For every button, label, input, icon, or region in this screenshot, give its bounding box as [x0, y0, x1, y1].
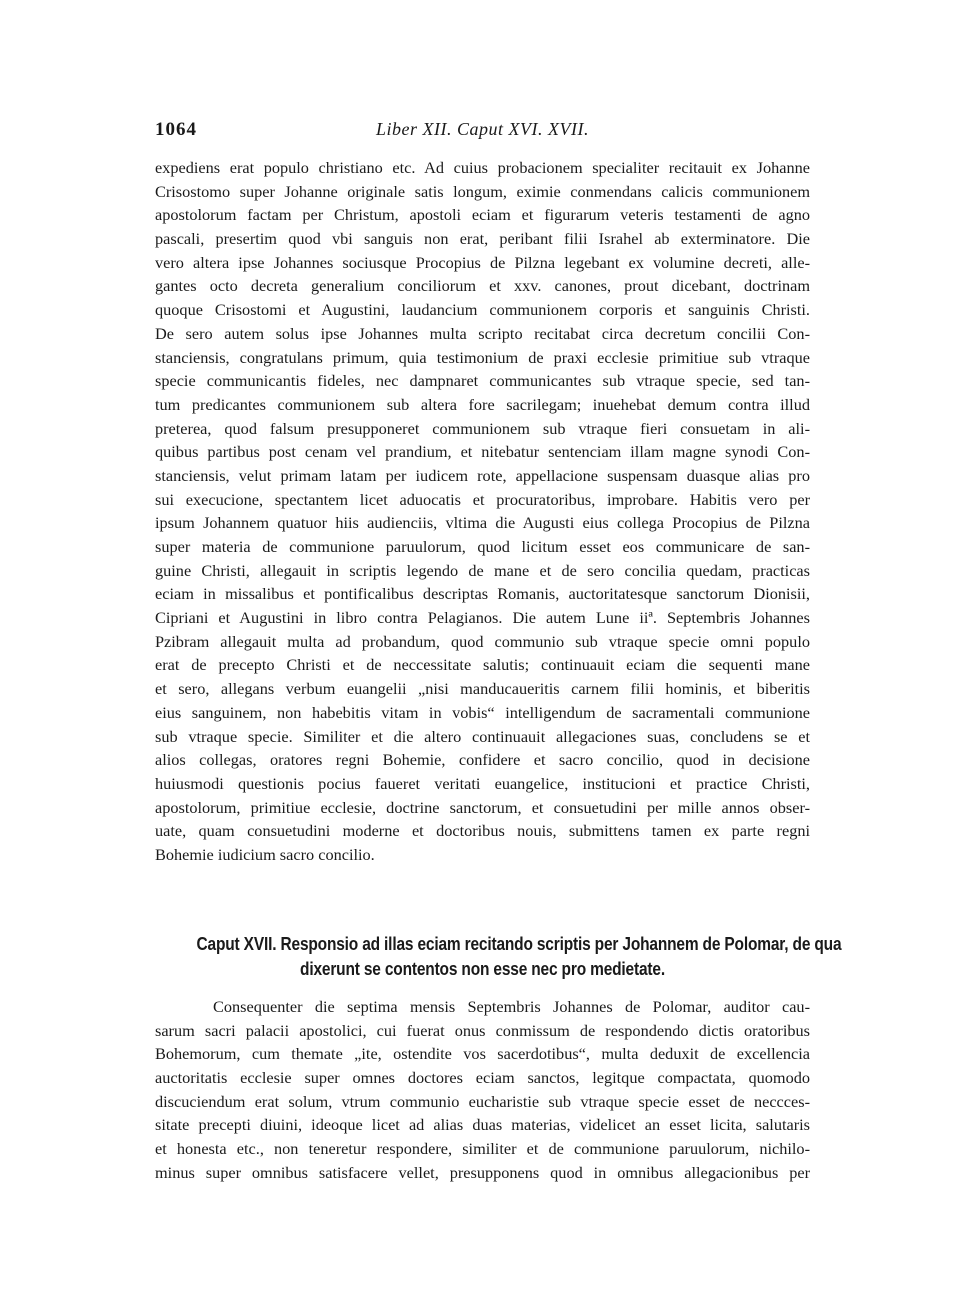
- text-line: auctoritatis ecclesie super omnes doctores eciam sanctos, legitque compactata, quomodo: [155, 1068, 810, 1088]
- text-line: stanciensis, velut primam latam per iudicem rote, appellacione suspensam duasque alias pro: [155, 465, 810, 485]
- text-line: quoque Crisostomi et Augustini, laudancium communionem corporis et sanguinis Christi.: [155, 300, 810, 320]
- text-line: sui execucione, spectantem licet aduocatis et procuratoribus, improbare. Habitis vero per: [155, 489, 810, 509]
- text-line: sarum sacri palacii apostolici, cui fuerat onus conmissum de respondendo dictis oratoribus: [155, 1020, 810, 1040]
- chapter-heading: [150, 932, 842, 982]
- text-line: gantes octo decreta generalium conciliorum et xxv. canones, prout dicebant, doctrinam: [155, 276, 810, 296]
- chapter-heading-line: Caput XVII. Responsio ad illas eciam recitando scriptis per Johannem de Polomar, de qua: [196, 934, 842, 954]
- text-line: super materia de communione paruulorum, quod licitum esset eos communicare de san-: [155, 537, 810, 556]
- chapter-text: [155, 995, 810, 1185]
- text-line: huiusmodi questionis pocius faueret veritati euangelice, institucioni et practice Christi,: [155, 773, 810, 793]
- text-line: expediens erat populo christiano etc. Ad cuius probacionem specialiter recitauit ex Johanne: [155, 158, 810, 177]
- text-line: et honesta etc., non teneretur respondere, similiter et de communione paruulorum, nichilo-: [155, 1139, 810, 1159]
- text-line: apostolorum, primitiue ecclesie, doctrine sanctorum, et consuetudini per mille annos obser-: [155, 797, 810, 817]
- page-header: [155, 119, 810, 143]
- text-line: erat de precepto Christi et de neccessitate salutis; continuauit eciam die sequenti mane: [155, 655, 810, 675]
- text-line: uate, quam consuetudini moderne et doctoribus nouis, submittens tamen ex parte regni: [155, 821, 810, 841]
- text-line: eius sanguinem, non habebitis vitam in vobis“ intelligendum de sacramentali communione: [155, 702, 810, 722]
- text-line: De sero autem solus ipse Johannes multa scripto recitabat circa decretum concilii Con-: [155, 323, 810, 343]
- text-line: Pzibram allegauit multa ad probandum, quod communio sub vtraque specie omni populo: [155, 631, 810, 651]
- text-line: Bohemie iudicium sacro concilio.: [155, 844, 375, 864]
- text-line: minus super omnibus satisfacere vellet, presupponens quod in omnibus allegacionibus per: [155, 1162, 810, 1182]
- text-line: stanciensis, congratulans primum, quia testimonium de praxi ecclesie primitiue sub vtraque: [155, 347, 810, 367]
- text-line: quibus partibus post cenam vel prandium, et nitebatur sentenciam illam magne synodi Con-: [155, 442, 810, 462]
- text-line: Crisostomo super Johanne originale satis longum, eximie conmendans calicis communionem: [155, 181, 810, 201]
- body-text: [155, 156, 810, 867]
- text-line: Cipriani et Augustini in libro contra Pelagianos. Die autem Lune iiª. Septembris Johannes: [155, 608, 810, 628]
- text-line: apostolorum factam per Christum, apostoli eciam et figurarum veteris testamenti de agno: [155, 205, 810, 225]
- text-line: pascali, presertim quod vbi sanguis non erat, peribant filii Israhel ab exterminatore. Die: [155, 229, 810, 249]
- text-line: vero altera ipse Johannes sociusque Procopius de Pilzna legebant ex volumine decreti, alle-: [155, 252, 810, 272]
- text-line: tum predicantes communionem sub altera fore sacrilegam; inuehebat demum contra illud: [155, 394, 810, 414]
- text-line: guine Christi, allegauit in scriptis legendo de mane et de sero concilia quedam, practicas: [155, 560, 810, 580]
- text-line: alios collegas, oratores regni Bohemie, confidere et sacro concilio, quod in decisione: [155, 750, 810, 770]
- running-head: Liber XII. Caput XVI. XVII.: [376, 119, 589, 139]
- text-line: specie communicantis fideles, nec dampnaret communicantes sub vtraque specie, sed tan-: [155, 371, 810, 391]
- text-line: Bohemorum, cum themate „ite, ostendite vos sacerdotibus“, multa deduxit de excellencia: [155, 1044, 810, 1064]
- text-line: eciam in missalibus et pontificalibus descriptas Romanis, auctoritatesque sanctorum Dionisii,: [155, 584, 810, 604]
- text-line: sitate precepti diuini, ideoque licet ad alias duas materias, videlicet an esset licita, salutaris: [155, 1115, 810, 1135]
- text-line: sub vtraque specie. Similiter et die altero continuauit allegaciones suas, concludens se et: [155, 726, 810, 746]
- text-line: ipsum Johannem quatuor hiis audienciis, vltima die Augusti eius collega Procopius de Pilzna: [155, 513, 810, 533]
- chapter-heading-line: dixerunt se contentos non esse nec pro medietate.: [300, 959, 665, 979]
- page-number: 1064: [155, 119, 197, 140]
- text-line: discuciendum erat solum, vtrum communio eucharistie sub vtraque specie esset de neccces-: [155, 1091, 810, 1111]
- text-line: preterea, quod falsum presupponeret communionem sub vtraque fieri consuetam in ali-: [155, 418, 810, 438]
- text-line: Consequenter die septima mensis Septembris Johannes de Polomar, auditor cau-: [213, 997, 810, 1016]
- text-line: et sero, allegans verbum euangelii „nisi manducaueritis carnem filii hominis, et biberitis: [155, 679, 810, 699]
